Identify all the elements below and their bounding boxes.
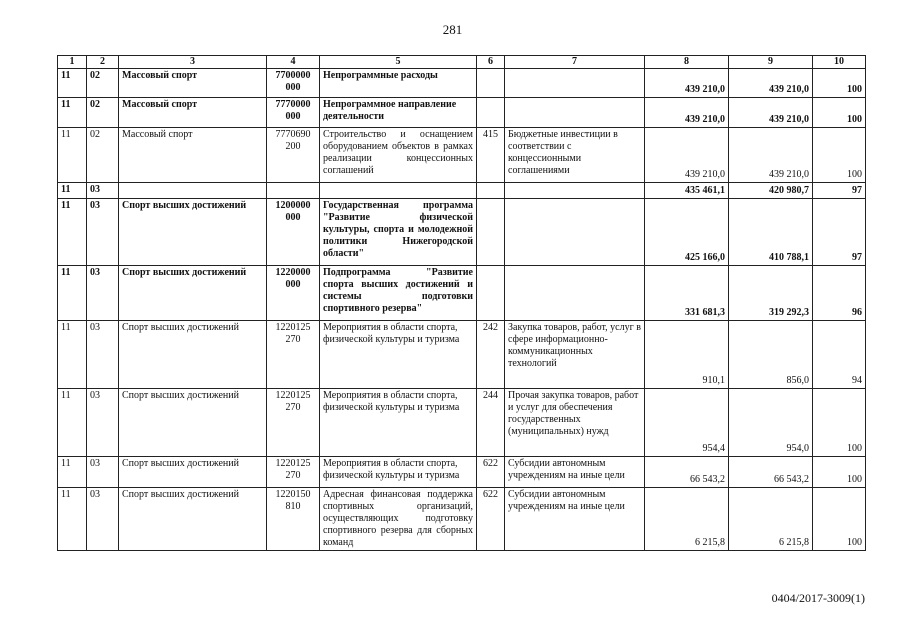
table-header-row — [58, 56, 866, 69]
target-article-name: Подпрограмма "Развитие спорта высших достижений и системы подготовки спортивного резерва" — [320, 266, 477, 321]
document-code: 0404/2017-3009(1) — [771, 591, 865, 605]
subsection-name: Спорт высших достижений — [119, 199, 267, 266]
subsection-name: Спорт высших достижений — [119, 266, 267, 321]
subsection-name: Массовый спорт — [119, 69, 267, 98]
planned-amount: 6 215,8 — [645, 488, 729, 551]
expense-type-name — [505, 199, 645, 266]
execution-percent: 94 — [813, 321, 866, 389]
table-row — [58, 69, 866, 98]
table-row — [58, 128, 866, 183]
expense-type-code — [477, 98, 505, 128]
table-row — [58, 389, 866, 457]
execution-percent: 100 — [813, 69, 866, 98]
section-code: 11 — [58, 128, 87, 183]
section-code: 11 — [58, 266, 87, 321]
executed-amount: 954,0 — [729, 389, 813, 457]
executed-amount: 319 292,3 — [729, 266, 813, 321]
column-header: 9 — [729, 56, 813, 69]
execution-percent: 100 — [813, 488, 866, 551]
executed-amount: 439 210,0 — [729, 128, 813, 183]
subsection-name: Спорт высших достижений — [119, 389, 267, 457]
table-row — [58, 457, 866, 488]
page-number: 281 — [442, 22, 463, 37]
column-header: 10 — [813, 56, 866, 69]
target-article-code: 1220000 000 — [267, 266, 320, 321]
subsection-code: 03 — [87, 321, 119, 389]
table-row — [58, 199, 866, 266]
section-code: 11 — [58, 199, 87, 266]
expense-type-name — [505, 69, 645, 98]
subsection-name: Массовый спорт — [119, 128, 267, 183]
section-code: 11 — [58, 321, 87, 389]
section-code: 11 — [58, 98, 87, 128]
target-article-name: Непрограммное направление деятельности — [320, 98, 477, 128]
planned-amount: 439 210,0 — [645, 69, 729, 98]
subsection-code: 03 — [87, 199, 119, 266]
subsection-name: Спорт высших достижений — [119, 488, 267, 551]
target-article-name: Непрограммные расходы — [320, 69, 477, 98]
column-header: 8 — [645, 56, 729, 69]
section-code: 11 — [58, 183, 87, 199]
execution-percent: 100 — [813, 457, 866, 488]
expense-type-name — [505, 266, 645, 321]
expense-type-name: Бюджетные инвестиции в соответствии с концессионными соглашениями — [505, 128, 645, 183]
executed-amount: 6 215,8 — [729, 488, 813, 551]
executed-amount: 439 210,0 — [729, 69, 813, 98]
execution-percent: 100 — [813, 389, 866, 457]
planned-amount: 331 681,3 — [645, 266, 729, 321]
target-article-code: 1220150 810 — [267, 488, 320, 551]
section-code: 11 — [58, 69, 87, 98]
target-article-code: 7700000 000 — [267, 69, 320, 98]
table-row — [58, 266, 866, 321]
column-header: 5 — [320, 56, 477, 69]
target-article-code — [267, 183, 320, 199]
planned-amount: 435 461,1 — [645, 183, 729, 199]
target-article-code: 1200000 000 — [267, 199, 320, 266]
expense-type-name: Прочая закупка товаров, работ и услуг для обеспечения государственных (муниципальных) нужд — [505, 389, 645, 457]
expense-type-code — [477, 266, 505, 321]
subsection-code: 03 — [87, 389, 119, 457]
section-code: 11 — [58, 389, 87, 457]
expense-type-name: Закупка товаров, работ, услуг в сфере информационно-коммуникационных технологий — [505, 321, 645, 389]
table-row — [58, 183, 866, 199]
column-header: 1 — [58, 56, 87, 69]
planned-amount: 439 210,0 — [645, 98, 729, 128]
target-article-code: 1220125 270 — [267, 321, 320, 389]
target-article-name: Строительство и оснащением оборудованием объектов в рамках реализации концессионных соглашений — [320, 128, 477, 183]
expense-type-code: 244 — [477, 389, 505, 457]
subsection-name: Спорт высших достижений — [119, 457, 267, 488]
execution-percent: 97 — [813, 183, 866, 199]
target-article-code: 1220125 270 — [267, 457, 320, 488]
column-header: 4 — [267, 56, 320, 69]
column-header: 2 — [87, 56, 119, 69]
execution-percent: 100 — [813, 98, 866, 128]
planned-amount: 66 543,2 — [645, 457, 729, 488]
target-article-name: Государственная программа "Развитие физической культуры, спорта и молодежной политики Нижегородской области" — [320, 199, 477, 266]
target-article-code: 7770000 000 — [267, 98, 320, 128]
subsection-name: Массовый спорт — [119, 98, 267, 128]
executed-amount: 856,0 — [729, 321, 813, 389]
target-article-code: 1220125 270 — [267, 389, 320, 457]
subsection-code: 03 — [87, 488, 119, 551]
table-row — [58, 98, 866, 128]
executed-amount: 420 980,7 — [729, 183, 813, 199]
executed-amount: 410 788,1 — [729, 199, 813, 266]
expense-type-code: 622 — [477, 457, 505, 488]
expense-type-name: Субсидии автономным учреждениям на иные цели — [505, 457, 645, 488]
expense-type-code: 622 — [477, 488, 505, 551]
target-article-name: Мероприятия в области спорта, физической культуры и туризма — [320, 321, 477, 389]
column-header: 3 — [119, 56, 267, 69]
table-row — [58, 321, 866, 389]
subsection-code: 03 — [87, 457, 119, 488]
subsection-name — [119, 183, 267, 199]
subsection-name: Спорт высших достижений — [119, 321, 267, 389]
subsection-code: 03 — [87, 266, 119, 321]
expense-type-name: Субсидии автономным учреждениям на иные цели — [505, 488, 645, 551]
expense-type-code: 415 — [477, 128, 505, 183]
budget-table — [57, 55, 866, 551]
expense-type-code: 242 — [477, 321, 505, 389]
subsection-code: 02 — [87, 98, 119, 128]
section-code: 11 — [58, 488, 87, 551]
column-header: 7 — [505, 56, 645, 69]
expense-type-code — [477, 183, 505, 199]
expense-type-code — [477, 69, 505, 98]
subsection-code: 03 — [87, 183, 119, 199]
section-code: 11 — [58, 457, 87, 488]
table-row — [58, 488, 866, 551]
planned-amount: 910,1 — [645, 321, 729, 389]
execution-percent: 96 — [813, 266, 866, 321]
target-article-name: Адресная финансовая поддержка спортивных организаций, осуществляющих подготовку спортивного резерва для сборных команд — [320, 488, 477, 551]
target-article-name — [320, 183, 477, 199]
planned-amount: 425 166,0 — [645, 199, 729, 266]
execution-percent: 100 — [813, 128, 866, 183]
expense-type-name — [505, 98, 645, 128]
execution-percent: 97 — [813, 199, 866, 266]
subsection-code: 02 — [87, 128, 119, 183]
column-header: 6 — [477, 56, 505, 69]
target-article-code: 7770690 200 — [267, 128, 320, 183]
planned-amount: 439 210,0 — [645, 128, 729, 183]
executed-amount: 439 210,0 — [729, 98, 813, 128]
target-article-name: Мероприятия в области спорта, физической культуры и туризма — [320, 457, 477, 488]
planned-amount: 954,4 — [645, 389, 729, 457]
expense-type-name — [505, 183, 645, 199]
subsection-code: 02 — [87, 69, 119, 98]
target-article-name: Мероприятия в области спорта, физической культуры и туризма — [320, 389, 477, 457]
expense-type-code — [477, 199, 505, 266]
executed-amount: 66 543,2 — [729, 457, 813, 488]
